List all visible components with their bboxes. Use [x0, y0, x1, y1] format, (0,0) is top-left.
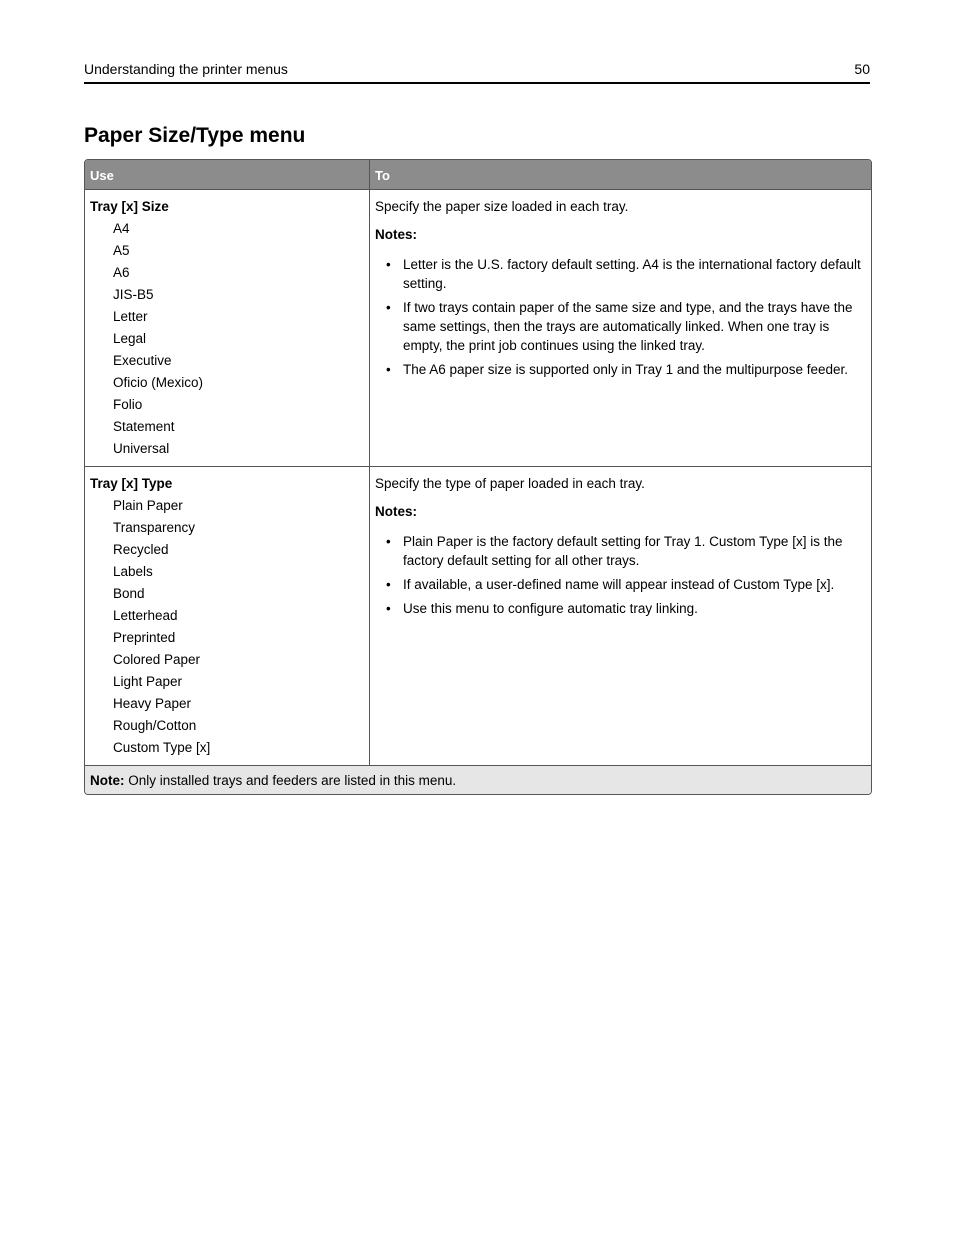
- note-text: Use this menu to configure automatic tray linking.: [403, 601, 698, 616]
- table-header-row: [85, 160, 871, 189]
- option-item: Plain Paper: [113, 498, 183, 513]
- note-item: [375, 298, 866, 355]
- option-item: A6: [113, 265, 130, 280]
- note-text: The A6 paper size is supported only in Tray 1 and the multipurpose feeder.: [403, 362, 849, 377]
- page-number: 50: [854, 61, 870, 77]
- setting-name: Tray [x] Type: [90, 476, 173, 491]
- bullet-icon: •: [386, 601, 391, 616]
- note-text: Letter is the U.S. factory default setting. A4 is the international factory default setting.: [403, 257, 861, 291]
- option-item: Statement: [113, 419, 175, 434]
- footer-note-label: Note:: [90, 773, 125, 788]
- note-text: If available, a user-defined name will appear instead of Custom Type [x].: [403, 577, 835, 592]
- option-item: Recycled: [113, 542, 169, 557]
- table-row: [85, 189, 871, 466]
- option-item: Executive: [113, 353, 172, 368]
- option-item: Labels: [113, 564, 153, 579]
- note-item: [375, 532, 866, 570]
- setting-description: Specify the paper size loaded in each tray.: [375, 199, 629, 214]
- column-header-to: To: [375, 168, 390, 183]
- note-text: If two trays contain paper of the same size and type, and the trays have the same settings, then the trays are automatically linked. When one tray is empty, the print job continues using the linked tray.: [403, 300, 853, 353]
- use-cell: [85, 190, 370, 466]
- option-item: A4: [113, 221, 130, 236]
- note-item: [375, 575, 866, 594]
- bullet-icon: •: [386, 534, 391, 549]
- notes-label: Notes:: [375, 504, 418, 519]
- footer-note: [85, 766, 461, 794]
- bullet-icon: •: [386, 300, 391, 315]
- bullet-icon: •: [386, 362, 391, 377]
- option-item: Oficio (Mexico): [113, 375, 204, 390]
- footer-note-text: Only installed trays and feeders are listed in this menu.: [124, 773, 457, 788]
- table-footer-row: [85, 765, 871, 794]
- running-header: [84, 60, 870, 84]
- option-item: Letterhead: [113, 608, 178, 623]
- setting-name: Tray [x] Size: [90, 199, 169, 214]
- option-item: Heavy Paper: [113, 696, 192, 711]
- note-item: [375, 360, 866, 379]
- option-item: Custom Type [x]: [113, 740, 211, 755]
- section-title: Paper Size/Type menu: [84, 124, 306, 147]
- setting-description: Specify the type of paper loaded in each tray.: [375, 476, 645, 491]
- option-item: Preprinted: [113, 630, 176, 645]
- bullet-icon: •: [386, 257, 391, 272]
- option-item: Rough/Cotton: [113, 718, 197, 733]
- bullet-icon: •: [386, 577, 391, 592]
- notes-list: [375, 532, 866, 618]
- notes-label: Notes:: [375, 227, 418, 242]
- to-cell: [370, 467, 871, 765]
- option-item: Bond: [113, 586, 145, 601]
- column-header-use: Use: [85, 160, 370, 189]
- option-item: Legal: [113, 331, 147, 346]
- option-item: Letter: [113, 309, 148, 324]
- note-item: [375, 255, 866, 293]
- use-cell: [85, 467, 370, 765]
- option-item: Colored Paper: [113, 652, 201, 667]
- option-item: A5: [113, 243, 130, 258]
- table-row: [85, 466, 871, 765]
- option-item: Folio: [113, 397, 143, 412]
- running-header-title: Understanding the printer menus: [84, 61, 288, 77]
- option-item: JIS-B5: [113, 287, 154, 302]
- note-text: Plain Paper is the factory default setting for Tray 1. Custom Type [x] is the factory default setting for all other trays.: [403, 534, 843, 568]
- option-item: Transparency: [113, 520, 196, 535]
- notes-list: [375, 255, 866, 379]
- option-item: Universal: [113, 441, 170, 456]
- note-item: [375, 599, 866, 618]
- option-item: Light Paper: [113, 674, 183, 689]
- to-cell: [370, 190, 871, 466]
- menu-table: [84, 159, 872, 795]
